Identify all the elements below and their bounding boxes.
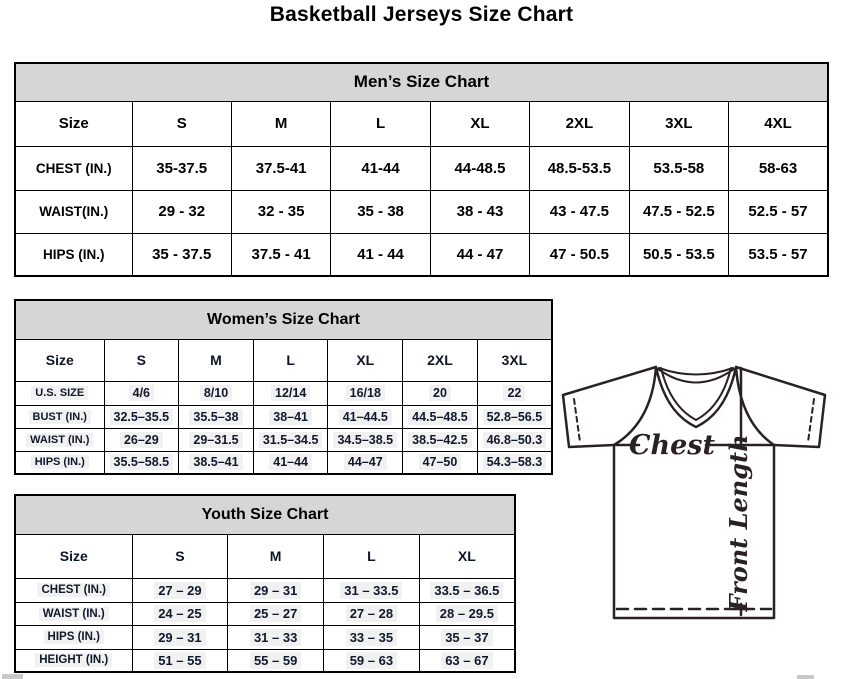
womens_chart-value-cell: 35.5–38 — [179, 405, 254, 428]
mens_chart-value-cell: 38 - 43 — [430, 190, 529, 233]
womens_chart-value-cell: 26–29 — [104, 428, 179, 451]
youth_chart-value-cell: 24 – 25 — [132, 602, 228, 625]
womens_chart-value-cell: 12/14 — [253, 381, 328, 405]
mens_chart-value-cell: 44-48.5 — [430, 146, 529, 190]
womens_chart-value-cell: 16/18 — [328, 381, 403, 405]
mens_chart-value-cell: 50.5 - 53.5 — [629, 233, 728, 276]
womens_chart-col-header: M — [179, 339, 254, 381]
womens_chart-col-header: Size — [15, 339, 104, 381]
mens_chart-value-cell: 48.5-53.5 — [530, 146, 629, 190]
jersey-measurement-diagram — [560, 364, 828, 626]
youth_chart-row-label: HIPS (IN.) — [15, 625, 132, 649]
scrollbar-fragment-right — [797, 675, 814, 679]
womens_chart-value-cell: 34.5–38.5 — [328, 428, 403, 451]
womens_chart-row — [15, 381, 552, 405]
jersey-left-cuff-dash — [574, 399, 580, 442]
womens_chart-value-cell: 38.5–41 — [179, 451, 254, 474]
youth_chart-title: Youth Size Chart — [15, 495, 515, 534]
mens-size-table — [14, 62, 829, 277]
youth_chart-value-cell: 31 – 33 — [228, 625, 324, 649]
youth_chart-row — [15, 649, 515, 672]
womens_chart-value-cell: 41–44 — [253, 451, 328, 474]
mens_chart-value-cell: 43 - 47.5 — [530, 190, 629, 233]
mens_chart-col-header: 3XL — [629, 101, 728, 146]
youth_chart-row-label: WAIST (IN.) — [15, 602, 132, 625]
womens_chart-value-cell: 44–47 — [328, 451, 403, 474]
mens_chart-value-cell: 37.5 - 41 — [231, 233, 330, 276]
jersey-collar-back-arc-2 — [659, 368, 733, 375]
womens_chart-value-cell: 41–44.5 — [328, 405, 403, 428]
youth_chart-value-cell: 63 – 67 — [419, 649, 515, 672]
mens_chart-col-header: 2XL — [530, 101, 629, 146]
youth_chart-value-cell: 35 – 37 — [419, 625, 515, 649]
youth_chart-value-cell: 27 – 28 — [324, 602, 420, 625]
mens_chart-row — [15, 233, 828, 276]
mens_chart-value-cell: 58-63 — [729, 146, 828, 190]
mens_chart-row-label: HIPS (IN.) — [15, 233, 132, 276]
chest-label: Chest — [629, 430, 715, 461]
mens_chart-value-cell: 41 - 44 — [331, 233, 430, 276]
womens_chart-row — [15, 451, 552, 474]
womens_chart-title: Women’s Size Chart — [15, 300, 552, 339]
womens_chart-row — [15, 428, 552, 451]
womens_chart-value-cell: 52.8–56.5 — [477, 405, 552, 428]
womens_chart-value-cell: 38.5–42.5 — [403, 428, 478, 451]
womens_chart-row-label: U.S. SIZE — [15, 381, 104, 405]
mens_chart-col-header: S — [132, 101, 231, 146]
youth_chart-row — [15, 625, 515, 649]
womens_chart-col-header: 2XL — [403, 339, 478, 381]
mens_chart-value-cell: 35 - 38 — [331, 190, 430, 233]
womens_chart-value-cell: 46.8–50.3 — [477, 428, 552, 451]
mens_chart-row — [15, 190, 828, 233]
youth_chart-value-cell: 29 – 31 — [228, 578, 324, 602]
mens_chart-row-label: WAIST(IN.) — [15, 190, 132, 233]
youth_chart-value-cell: 29 – 31 — [132, 625, 228, 649]
youth_chart-value-cell: 27 – 29 — [132, 578, 228, 602]
youth_chart-value-cell: 28 – 29.5 — [419, 602, 515, 625]
youth_chart-row-label: HEIGHT (IN.) — [15, 649, 132, 672]
womens_chart-value-cell: 38–41 — [253, 405, 328, 428]
youth_chart-value-cell: 51 – 55 — [132, 649, 228, 672]
youth_chart-col-header: L — [324, 534, 420, 578]
scrollbar-fragment-left — [2, 674, 23, 679]
womens_chart-row — [15, 405, 552, 428]
youth_chart-row-label: CHEST (IN.) — [15, 578, 132, 602]
womens_chart-value-cell: 44.5–48.5 — [403, 405, 478, 428]
front-length-label: Front Length — [724, 434, 753, 612]
youth_chart-col-header: Size — [15, 534, 132, 578]
mens_chart-col-header: L — [331, 101, 430, 146]
womens_chart-value-cell: 35.5–58.5 — [104, 451, 179, 474]
womens_chart-value-cell: 54.3–58.3 — [477, 451, 552, 474]
mens_chart-value-cell: 44 - 47 — [430, 233, 529, 276]
page-title: Basketball Jerseys Size Chart — [269, 3, 574, 26]
mens_chart-value-cell: 35-37.5 — [132, 146, 231, 190]
womens_chart-row-label: WAIST (IN.) — [15, 428, 104, 451]
womens_chart-col-header: 3XL — [477, 339, 552, 381]
womens_chart-value-cell: 8/10 — [179, 381, 254, 405]
youth_chart-value-cell: 25 – 27 — [228, 602, 324, 625]
mens_chart-col-header: M — [231, 101, 330, 146]
youth_chart-value-cell: 33.5 – 36.5 — [419, 578, 515, 602]
mens_chart-value-cell: 37.5-41 — [231, 146, 330, 190]
mens_chart-value-cell: 47.5 - 52.5 — [629, 190, 728, 233]
mens_chart-value-cell: 47 - 50.5 — [530, 233, 629, 276]
womens_chart-value-cell: 4/6 — [104, 381, 179, 405]
womens_chart-value-cell: 31.5–34.5 — [253, 428, 328, 451]
mens_chart-value-cell: 29 - 32 — [132, 190, 231, 233]
youth-size-table — [14, 494, 516, 673]
mens_chart-value-cell: 53.5 - 57 — [729, 233, 828, 276]
youth_chart-value-cell: 55 – 59 — [228, 649, 324, 672]
youth_chart-row — [15, 578, 515, 602]
womens_chart-col-header: XL — [328, 339, 403, 381]
mens_chart-value-cell: 35 - 37.5 — [132, 233, 231, 276]
youth_chart-value-cell: 59 – 63 — [324, 649, 420, 672]
womens_chart-value-cell: 20 — [403, 381, 478, 405]
womens_chart-col-header: S — [104, 339, 179, 381]
mens_chart-title: Men’s Size Chart — [15, 63, 828, 101]
womens_chart-row-label: HIPS (IN.) — [15, 451, 104, 474]
youth_chart-value-cell: 31 – 33.5 — [324, 578, 420, 602]
mens_chart-value-cell: 52.5 - 57 — [729, 190, 828, 233]
youth_chart-col-header: M — [228, 534, 324, 578]
mens_chart-row — [15, 146, 828, 190]
mens_chart-value-cell: 53.5-58 — [629, 146, 728, 190]
mens_chart-col-header: Size — [15, 101, 132, 146]
womens-size-table — [14, 299, 553, 475]
mens_chart-col-header: 4XL — [729, 101, 828, 146]
jersey-right-cuff-dash — [808, 399, 814, 442]
mens_chart-value-cell: 41-44 — [331, 146, 430, 190]
womens_chart-value-cell: 47–50 — [403, 451, 478, 474]
womens_chart-value-cell: 29–31.5 — [179, 428, 254, 451]
womens_chart-row-label: BUST (IN.) — [15, 405, 104, 428]
youth_chart-col-header: XL — [419, 534, 515, 578]
mens_chart-col-header: XL — [430, 101, 529, 146]
womens_chart-value-cell: 32.5–35.5 — [104, 405, 179, 428]
mens_chart-row-label: CHEST (IN.) — [15, 146, 132, 190]
youth_chart-value-cell: 33 – 35 — [324, 625, 420, 649]
youth_chart-row — [15, 602, 515, 625]
womens_chart-col-header: L — [253, 339, 328, 381]
womens_chart-value-cell: 22 — [477, 381, 552, 405]
mens_chart-value-cell: 32 - 35 — [231, 190, 330, 233]
youth_chart-col-header: S — [132, 534, 228, 578]
